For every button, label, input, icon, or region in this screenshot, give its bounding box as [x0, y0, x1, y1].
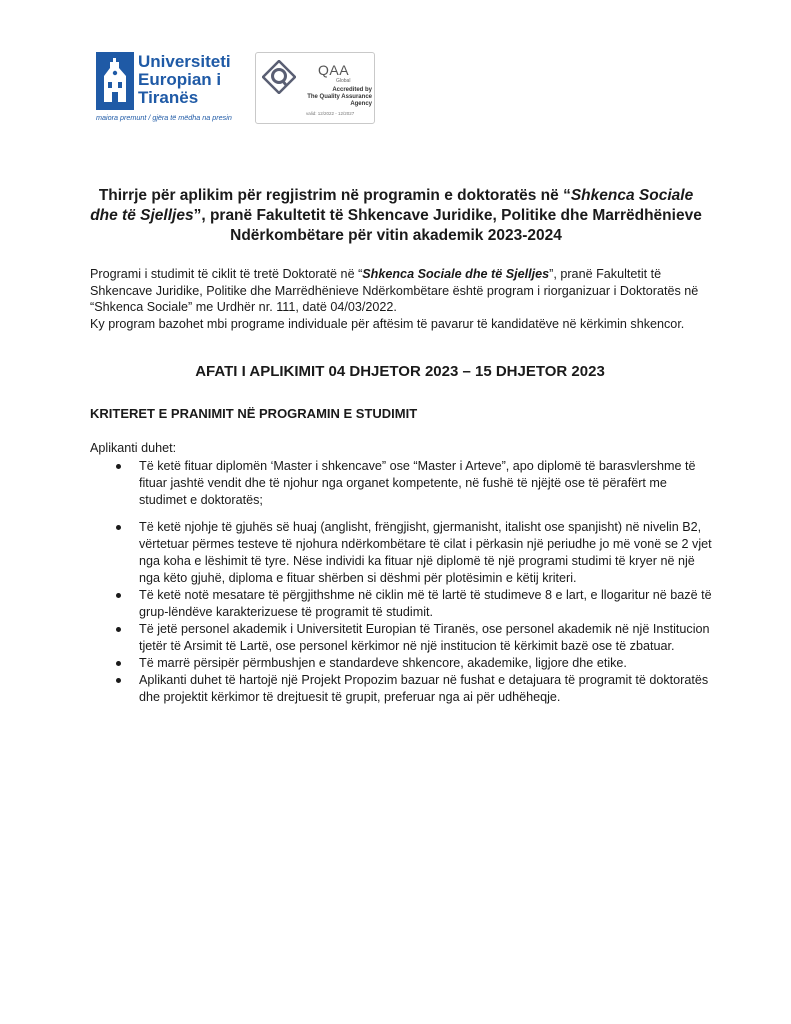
- title-text: ”, pranë Fakultetit të Shkencave Juridike, Politike dhe Marrëdhënieve Ndërkombëtare për vitin akademik 2023-2024: [193, 207, 702, 244]
- intro-paragraph: Ky program bazohet mbi programe individuale për aftësim të pavarur të kandidatëve në kërkimin shkencor.: [90, 316, 685, 331]
- list-item: Të ketë njohje të gjuhës së huaj (anglisht, frëngjisht, gjermanisht, italisht ose spanjisht) në nivelin B2, vërtetuar përmes testeve të njohura ndërkombëtare të cilat i përkasin një periudhe jo më vonë se 2 vjet nga koha e lëshimit të tyre. Nëse individi ka fituar një diplomë të një programi studimi të kryer në një nga këto gjuhë, diploma e fituar shërben si dëshmi për plotësimin e këtij kriteri.: [113, 519, 713, 587]
- list-item: Aplikanti duhet të hartojë një Projekt Propozim bazuar në fushat e detajuara të programit të doktoratës dhe projektit kërkimor të drejtuesit të grupit, preferuar nga ai për udhëheqje.: [113, 672, 713, 706]
- qaa-accreditation-badge: [255, 52, 375, 124]
- intro-section: [90, 266, 710, 332]
- criteria-heading: KRITERET E PRANIMIT NË PROGRAMIN E STUDIMIT: [90, 406, 418, 421]
- qaa-accredited-text: [300, 87, 372, 108]
- university-name-line: Universiteti: [138, 52, 231, 71]
- list-item: Të marrë përsipër përmbushjen e standardeve shkencore, akademike, ligjore dhe etike.: [113, 655, 713, 672]
- list-item: Të ketë notë mesatare të përgjithshme në ciklin më të lartë të studimeve 8 e lart, e llogaritur në bazë të grup-lëndëve karakterizuese të programit të studimit.: [113, 587, 713, 621]
- intro-text: ”, pranë Fakultetit të Shkencave Juridike, Politike dhe Marrëdhënieve Ndërkombëtare është program i riorganizuar i Doktoratës në “Shkenca Sociale” me Urdhër nr. 111, datë 04/03/2022.: [90, 267, 699, 314]
- intro-text: Programi i studimit të ciklit të tretë Doktoratë në “: [90, 267, 363, 281]
- qaa-accredited-line: Accredited by: [332, 87, 372, 93]
- university-logo: [96, 52, 238, 124]
- document-title: [86, 186, 706, 246]
- university-motto: maiora premunt / gjëra të mëdha na presin: [96, 113, 232, 122]
- university-name: [138, 53, 238, 107]
- list-item: Të jetë personel akademik i Universitetit Europian të Tiranës, ose personel akademik në një Institucion tjetër të Arsimit të Lartë, ose personel kërkimor në një institucion të kërkimit bazë ose të zbatuar.: [113, 621, 713, 655]
- list-item: Të ketë fituar diplomën ‘Master i shkencave” ose “Master i Arteve”, apo diplomë të barasvlershme të fituar jashtë vendit dhe të njohur nga organet kompetente, në fushë të njëjtë ose të përafërt me studimet e doktoratës;: [113, 458, 713, 509]
- title-text: Thirrje për aplikim për regjistrim në programin e doktoratës në “: [98, 187, 571, 204]
- qaa-logo-icon: [262, 60, 296, 94]
- intro-program-name: Shkenca Sociale dhe të Sjelljes: [362, 267, 550, 281]
- title-program-name: Shkenca Sociale dhe të Sjelljes: [90, 187, 694, 224]
- qaa-accredited-line: The Quality Assurance Agency: [307, 94, 372, 107]
- university-name-line: Tiranës: [138, 88, 199, 107]
- intro-paragraph: [90, 266, 710, 316]
- qaa-title: QAA: [318, 62, 350, 78]
- application-deadline: AFATI I APLIKIMIT 04 DHJETOR 2023 – 15 DHJETOR 2023: [195, 363, 605, 380]
- criteria-list: [113, 458, 713, 706]
- criteria-intro: Aplikanti duhet:: [90, 441, 177, 455]
- qaa-validity: valid: 12/2022 - 12/2027: [306, 111, 355, 116]
- university-name-line: Europian i: [138, 70, 222, 89]
- university-emblem-icon: [96, 52, 134, 110]
- qaa-subtitle: Global: [336, 78, 351, 84]
